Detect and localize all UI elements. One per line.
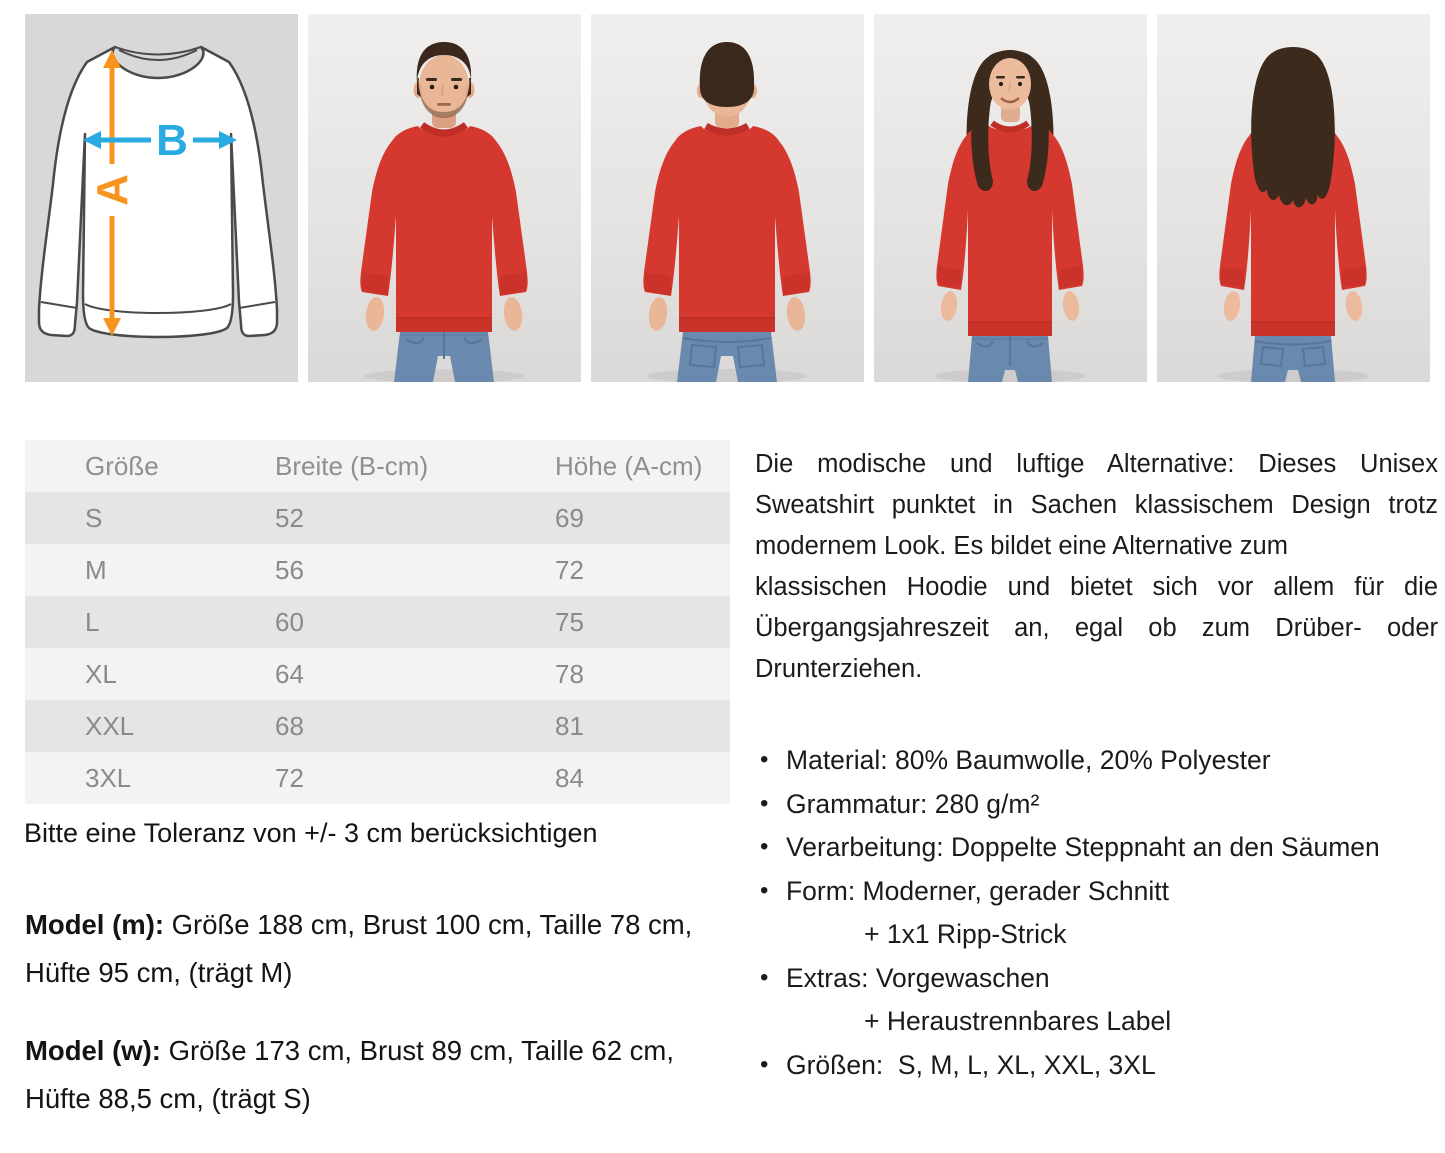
feature-text: • Grammatur: 280 g/m² — [786, 788, 1040, 819]
model-label: Model (w): — [25, 1035, 161, 1066]
hem-band — [679, 318, 775, 332]
size-table-row — [25, 752, 730, 804]
size-table-cell: 72 — [555, 554, 584, 585]
size-table-cell: 72 — [275, 762, 304, 793]
size-table-header-row — [25, 440, 730, 492]
feature-item — [755, 870, 1445, 957]
feature-subline: + 1x1 Ripp-Strick — [864, 919, 1067, 949]
size-table — [25, 440, 730, 804]
description-line: Übergangsjahreszeit an, egal ob zum Drüber- oder — [755, 614, 1438, 642]
feature-text: • Extras: Vorgewaschen — [786, 962, 1050, 993]
size-column-header: Höhe (A-cm) — [555, 450, 703, 481]
hair — [700, 42, 754, 107]
size-column-header: Größe — [85, 450, 159, 481]
feature-text: • Verarbeitung: Doppelte Steppnaht an den Säumen — [786, 832, 1380, 862]
feature-item — [755, 957, 1445, 1044]
male-back-image — [591, 14, 864, 382]
model-info — [25, 901, 735, 1153]
size-diagram-tile — [25, 14, 298, 382]
size-column-header: Breite (B-cm) — [275, 450, 429, 481]
size-table-cell: 64 — [275, 658, 304, 689]
model-measurements — [25, 1027, 735, 1123]
size-table-cell: 75 — [555, 606, 584, 637]
model-label: Model (m): — [25, 909, 165, 940]
feature-item — [755, 1044, 1445, 1088]
photo-male-front — [308, 14, 581, 382]
product-gallery — [25, 14, 1430, 382]
hair — [1251, 47, 1335, 207]
feature-subline: + Heraustrennbares Label — [864, 1006, 1172, 1036]
feature-item — [755, 783, 1445, 827]
feature-item — [755, 826, 1445, 870]
size-diagram-image — [25, 14, 298, 382]
sweatshirt-outline — [39, 47, 277, 337]
model-text: Größe 188 cm, Brust 100 cm, Taille 78 cm, Hüfte 95 cm, (trägt M) — [25, 909, 693, 988]
height-label: A — [88, 174, 137, 206]
male-front-image — [308, 14, 581, 382]
size-table-cell: S — [85, 502, 103, 533]
size-table-row — [25, 492, 730, 544]
size-table-cell: 78 — [555, 658, 584, 689]
model-measurements — [25, 901, 735, 997]
size-table-cell: 3XL — [85, 762, 132, 793]
tolerance-note: Bitte eine Toleranz von +/- 3 cm berücksichtigen — [24, 818, 598, 848]
size-table-cell: M — [85, 554, 107, 585]
size-table-cell: L — [85, 606, 100, 637]
model-text: Größe 173 cm, Brust 89 cm, Taille 62 cm, Hüfte 88,5 cm, (trägt S) — [25, 1035, 674, 1114]
size-table-row — [25, 596, 730, 648]
description-line: modernem Look. Es bildet eine Alternative zum — [755, 532, 1288, 560]
width-label: B — [156, 116, 188, 165]
product-description — [755, 444, 1438, 690]
hem-band — [968, 322, 1052, 336]
size-table-cell: 56 — [275, 554, 304, 585]
size-table-cell: 81 — [555, 710, 584, 741]
size-table-cell: 69 — [555, 502, 584, 533]
feature-text: • Größen: S, M, L, XL, XXL, 3XL — [786, 1049, 1156, 1080]
hem-band — [1251, 322, 1335, 336]
photo-female-back — [1157, 14, 1430, 382]
size-table-cell: 68 — [275, 710, 304, 741]
feature-list — [755, 739, 1445, 1087]
feature-text: • Form: Moderner, gerader Schnitt — [786, 875, 1169, 906]
size-table-cell: 60 — [275, 606, 304, 637]
size-table-cell: XL — [85, 658, 117, 689]
feature-text: • Material: 80% Baumwolle, 20% Polyester — [786, 745, 1271, 775]
description-line: Drunterziehen. — [755, 655, 923, 683]
size-table-row — [25, 648, 730, 700]
description-line: Die modische und luftige Alternative: Dieses Unisex — [755, 450, 1438, 478]
size-table-body — [25, 492, 730, 804]
description-line: klassischen Hoodie und bietet sich vor allem für die — [755, 573, 1438, 601]
female-back-image — [1157, 14, 1430, 382]
feature-item — [755, 739, 1445, 783]
description-line: Sweatshirt punktet in Sachen klassischem Design trotz — [755, 491, 1438, 519]
size-table-cell: 52 — [275, 502, 304, 533]
female-front-image — [874, 14, 1147, 382]
hem-band — [396, 318, 492, 332]
size-table-cell: 84 — [555, 762, 584, 793]
photo-female-front — [874, 14, 1147, 382]
size-table-row — [25, 544, 730, 596]
photo-male-back — [591, 14, 864, 382]
size-table-row — [25, 700, 730, 752]
size-table-cell: XXL — [85, 710, 135, 741]
